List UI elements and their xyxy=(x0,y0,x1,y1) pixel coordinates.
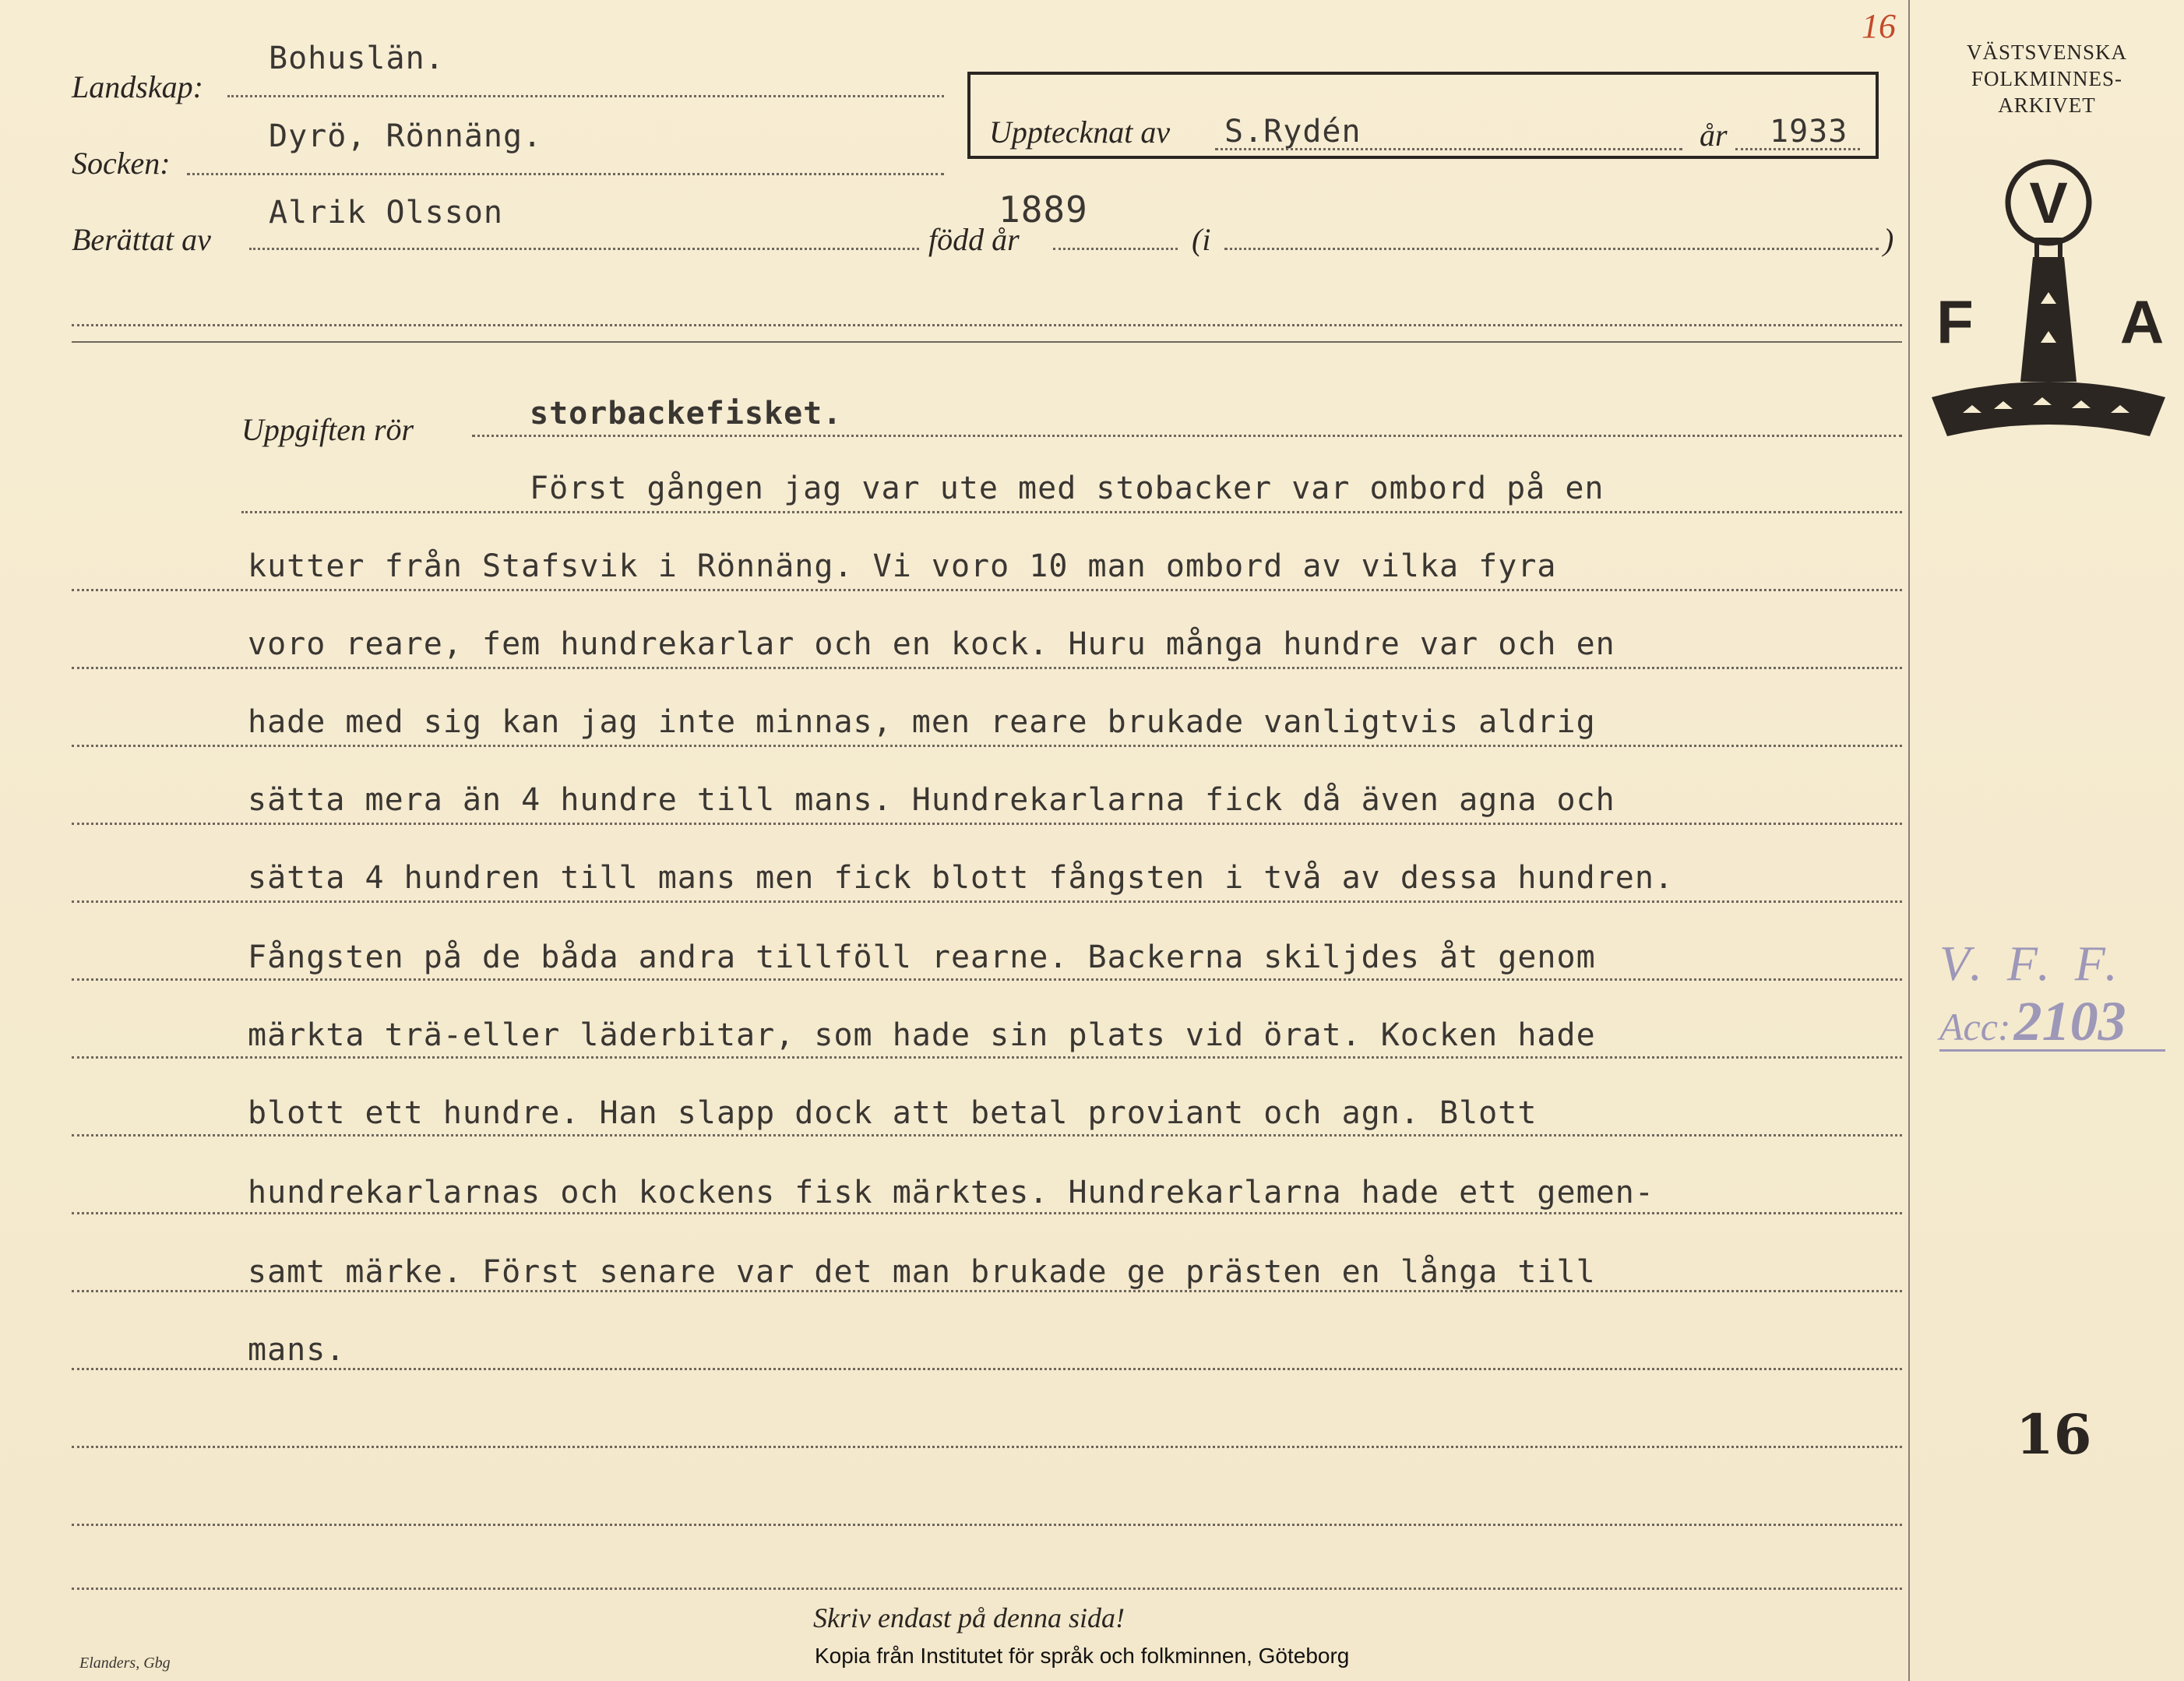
stamp-acc-row xyxy=(1939,989,2173,1054)
ruled-line xyxy=(72,1368,1902,1370)
ruled-line xyxy=(72,1212,1902,1214)
stamp-acc-number: 2103 xyxy=(2013,990,2126,1052)
printer-mark: Elanders, Gbg xyxy=(79,1655,171,1672)
berattat-value: Alrik Olsson xyxy=(269,195,503,231)
hammer-head xyxy=(1932,382,2165,436)
body-line: märkta trä-eller läderbitar, som hade sin plats vid örat. Kocken hade xyxy=(248,1017,1596,1053)
ar-label: år xyxy=(1700,118,1728,153)
ruled-line xyxy=(72,1588,1902,1590)
archive-name xyxy=(1915,39,2179,118)
body-line: sätta 4 hundren till mans men fick blott fångsten i två av dessa hundren. xyxy=(248,860,1674,896)
ruled-line xyxy=(72,745,1902,747)
fodd-line xyxy=(1053,248,1178,250)
stamp-vff: V. F. F. xyxy=(1939,936,2124,991)
vfa-logo xyxy=(1916,148,2181,460)
i-line xyxy=(1224,248,1879,250)
ruled-line xyxy=(72,1056,1902,1059)
ruled-line xyxy=(72,1446,1902,1448)
copy-note: Kopia från Institutet för språk och folkminnen, Göteborg xyxy=(815,1644,1350,1668)
upptecknat-line xyxy=(1215,148,1682,150)
body-line: voro reare, fem hundrekarlar och en kock. Huru många hundre var och en xyxy=(248,626,1615,662)
body-line: mans. xyxy=(248,1332,346,1368)
ar-value: 1933 xyxy=(1770,114,1848,150)
margin-rule xyxy=(1908,0,1910,1681)
archive-name-line: VÄSTSVENSKA xyxy=(1966,41,2128,64)
uppgiften-value: storbackefisket. xyxy=(530,396,843,432)
socken-label: Socken: xyxy=(72,146,171,181)
body-line: Fångsten på de båda andra tillföll rearne. Backerna skiljdes åt genom xyxy=(248,939,1596,975)
stamp-acc-label: Acc: xyxy=(1939,1005,2011,1048)
body-line: kutter från Stafsvik i Rönnäng. Vi voro 10 man ombord av vilka fyra xyxy=(248,548,1557,584)
close-paren: ) xyxy=(1883,222,1894,257)
ruled-line xyxy=(241,511,1902,513)
archive-name-line: ARKIVET xyxy=(1998,93,2096,117)
body-line: samt märke. Först senare var det man brukade ge prästen en långa till xyxy=(248,1254,1596,1290)
fodd-label: född år xyxy=(928,222,1020,257)
ruled-line xyxy=(72,667,1902,669)
footer-instruction: Skriv endast på denna sida! xyxy=(813,1602,1125,1633)
ruled-line xyxy=(72,978,1902,981)
sheet-number: 16 xyxy=(2016,1402,2092,1467)
ruled-line xyxy=(72,900,1902,903)
body-line: blott ett hundre. Han slapp dock att betal proviant och agn. Blott xyxy=(248,1095,1538,1131)
accession-stamp xyxy=(1939,935,2173,1052)
landskap-value: Bohuslän. xyxy=(269,41,445,76)
socken-value: Dyrö, Rönnäng. xyxy=(269,118,543,154)
body-line: sätta mera än 4 hundre till mans. Hundrekarlarna fick då även agna och xyxy=(248,782,1615,818)
archive-name-line: FOLKMINNES- xyxy=(1971,67,2122,90)
body-line: hade med sig kan jag inte minnas, men reare brukade vanligtvis aldrig xyxy=(248,704,1596,740)
upptecknat-value: S.Rydén xyxy=(1224,114,1361,150)
fodd-value: 1889 xyxy=(999,189,1088,231)
ruled-line xyxy=(72,1524,1902,1526)
body-line: Först gången jag var ute med stobacker var ombord på en xyxy=(530,470,1605,506)
ar-line xyxy=(1735,148,1860,150)
separator-dotted xyxy=(72,324,1902,326)
berattat-line xyxy=(249,248,919,250)
logo-f: F xyxy=(1936,287,1974,356)
ruled-line xyxy=(72,823,1902,825)
landskap-label: Landskap: xyxy=(72,69,203,104)
ruled-line xyxy=(72,1134,1902,1137)
logo-a: A xyxy=(2119,287,2165,356)
landskap-line xyxy=(227,95,944,97)
uppgiften-label: Uppgiften rör xyxy=(241,412,414,447)
upptecknat-label: Upptecknat av xyxy=(989,115,1171,150)
ruled-line xyxy=(72,589,1902,591)
hammer-handle xyxy=(2020,257,2077,382)
separator-solid xyxy=(72,341,1902,343)
socken-line xyxy=(187,173,944,175)
i-label: (i xyxy=(1192,222,1211,257)
uppgiften-line xyxy=(472,435,1902,437)
body-line: hundrekarlarnas och kockens fisk märktes. Hundrekarlarna hade ett gemen- xyxy=(248,1175,1654,1211)
berattat-label: Berättat av xyxy=(72,222,211,257)
ruled-line xyxy=(72,1290,1902,1292)
handwritten-page-number: 16 xyxy=(1862,7,1896,45)
logo-v: V xyxy=(2029,171,2068,235)
